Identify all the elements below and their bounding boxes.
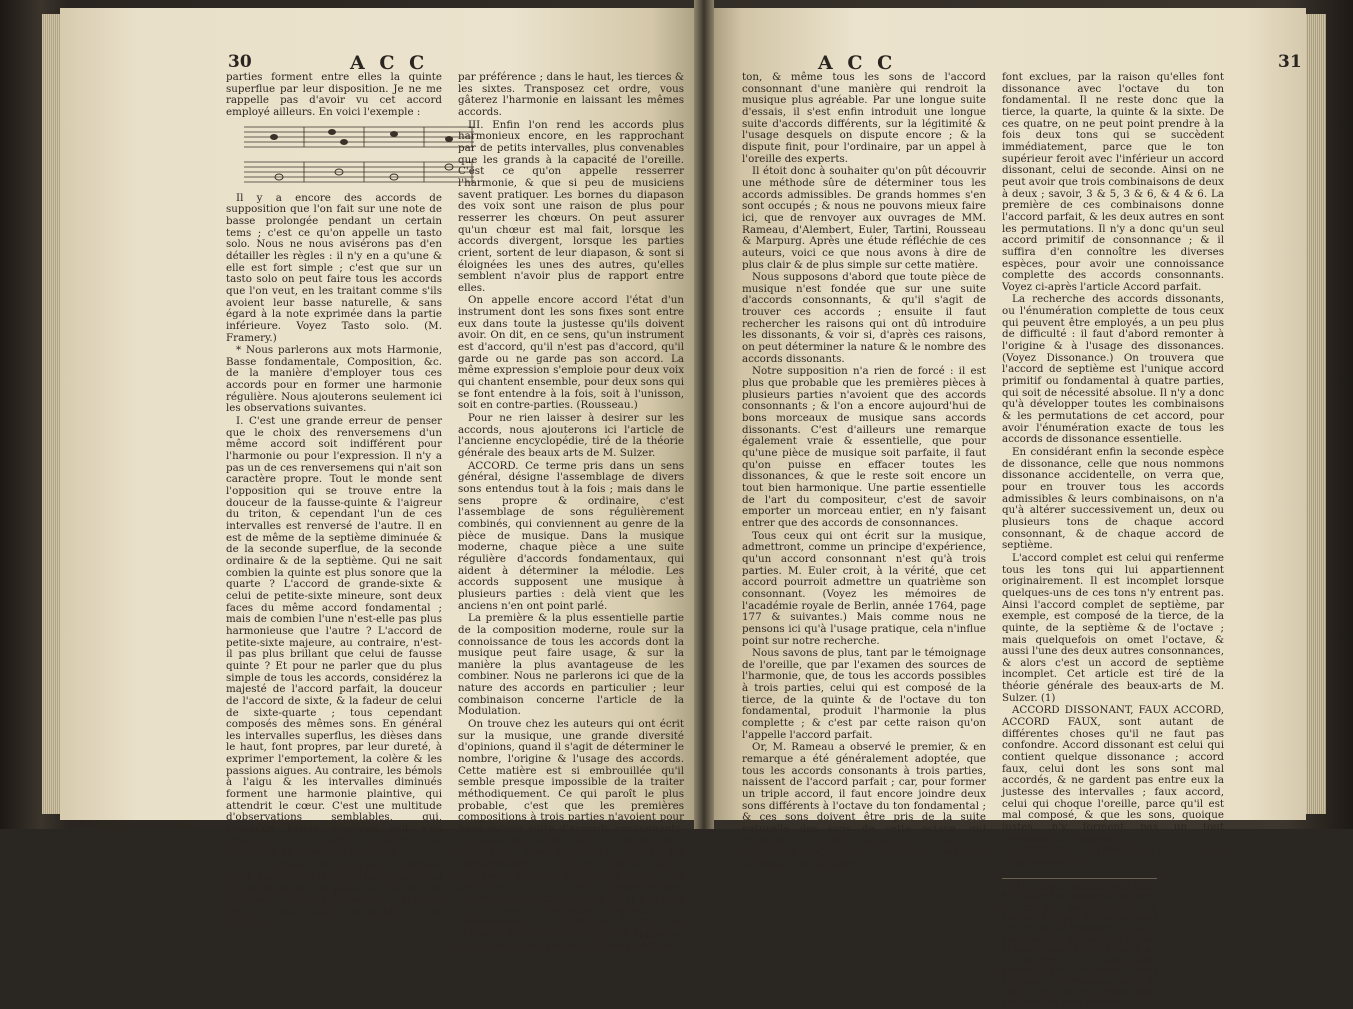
paragraph: parties forment entre elles la quinte superflue par leur disposition. Je ne me rappelle pas d'avoir vu cet accord employé ailleurs. En voici l'exemple : bbox=[226, 71, 442, 118]
paragraph: Pour ne rien laisser à desirer sur les accords, nous ajouterons ici l'article de l'ancienne encyclopédie, tiré de la théorie générale des beaux arts de M. Sulzer. bbox=[458, 412, 684, 459]
page-number: 30 bbox=[228, 52, 252, 72]
left-page-edges bbox=[42, 14, 60, 814]
paragraph: En considérant enfin la seconde espèce de dissonance, celle que nous nommons dissonance accidentelle, on verra que, pour en trouver tous les accords admissibles & leurs combinaisons, on n'a qu'à altérer successivement un, deux ou plusieurs tons de chaque accord consonnant, & de chaque accord de septième. bbox=[1002, 446, 1224, 552]
left-column-2 bbox=[458, 71, 684, 952]
paragraph: On trouve chez les auteurs qui ont écrit sur la musique, une grande diversité d'opinions, quand il s'agit de déterminer le nombre, l'origine & l'usage des accords. Cette matière est si embrouillée qu'il semble presque impossible de la traiter méthodiquement. Ce qui paroît le plus probable, c'est que les premières compositions à trois parties n'avoient pour base qu'une suite d'accords consonnants. Le desir de rendre cette harmonie plus attrayante, aura sans doute engagé les compositeurs à placer par-ci par-là quelques accords dissonants entre ces premiers. Ils auront apparemment commencé par des accords où il n'entroit qu'un son discordant ajouté aux consonances, ou substitué à l'une de celles-ci. Peut-être ils se seront apperçus, peut-être, qu'on pouvoit altérer plus d'un bbox=[458, 718, 684, 952]
music-example-staff bbox=[244, 123, 474, 153]
right-page bbox=[706, 8, 1306, 1009]
paragraph: ACCORD. Ce terme pris dans un sens général, désigne l'assemblage de divers sons entendus tout à la fois ; mais dans le sens propre & ordinaire, c'est l'assemblage de sons régulièrement combinés, qui conviennent au genre de la pièce de musique. Dans la musique moderne, chaque pièce a une suite régulière d'accords fondamentaux, qui aident à déterminer la mélodie. Les accords supposent une musique à plusieurs parties : delà vient que les anciens n'en ont point parlé. bbox=[458, 459, 684, 612]
left-column-1 bbox=[226, 71, 442, 930]
book-gutter bbox=[694, 0, 714, 829]
music-example-bass-staff bbox=[244, 158, 474, 188]
paragraph: La première & la plus essentielle partie de la composition moderne, roule sur la connoissance de tous les accords dont la musique peut faire usage, & sur la manière la plus avantageuse de les combiner. Nous ne parlerons ici que de la nature des accords en particulier ; leur combinaison concerne l'article de la Modulation. bbox=[458, 612, 684, 718]
paragraph: Notre supposition n'a rien de forcé : il est plus que probable que les premières pièces à plusieurs parties n'avoient que des accords consonnants ; & l'on a encore aujourd'hui de bons morceaux de musique sans accords dissonants. C'est d'ailleurs une remarque également vraie & essentielle, que pour qu'une pièce de musique soit parfaite, il faut qu'on puisse en effacer toutes les dissonances, & que le reste soit encore un tout bien harmonique. Une partie essentielle de l'art du compositeur, c'est de savoir emporter un morceau entier, en n'y faisant entrer que des accords de consonnances. bbox=[742, 365, 986, 529]
running-head: A C C bbox=[818, 52, 897, 74]
paragraph: Tous ceux qui ont écrit sur la musique, admettront, comme un principe d'expérience, qu'un accord consonnant n'est qu'à trois parties. M. Euler croit, à la vérité, que cet accord pourroit admettre un quatrième son consonnant. (Voyez les mémoires de l'académie royale de Berlin, année 1764, page 177 & suivantes.) Mais comme nous ne pensons ici qu'à l'usage pratique, cela n'influe point sur notre recherche. bbox=[742, 529, 986, 647]
right-column-2 bbox=[1002, 71, 1224, 1009]
paragraph: On appelle encore accord l'état d'un instrument dont les sons fixes sont entre eux dans toute la justesse qu'ils doivent avoir. On dit, en ce sens, qu'un instrument est d'accord, qu'il n'est pas d'accord, qu'il garde ou ne garde pas son accord. La même expression s'emploie pour deux voix qui chantent ensemble, pour deux sons qui se font entendre à la fois, soit à l'unisson, soit en contre-parties. (Rousseau.) bbox=[458, 294, 684, 412]
paragraph: ton, & même tous les sons de l'accord consonnant d'une manière qui rendroit la musique plus agréable. Par une longue suite d'essais, il s'est enfin introduit une longue suite d'accords différents, sur la légitimité & l'usage desquels on dispute encore ; & la dispute finit, pour l'ordinaire, par un appel à l'oreille des experts. bbox=[742, 71, 986, 165]
paragraph: I. C'est une grande erreur de penser que le choix des renversemens d'un même accord soit indifférent pour l'harmonie ou pour l'expression. Il n'y a pas un de ces renversemens qui n'ait son caractère propre. Tout le monde sent l'opposition qui se trouve entre la douceur de la fausse-quinte & l'aigreur du triton, & cependant l'un de ces intervalles est renversé de l'autre. Il en est de même de la septième diminuée & de la seconde superflue, de la seconde ordinaire & de la septième. Qui ne sait combien la quinte est plus sonore que la quarte ? L'accord de grande-sixte & celui de petite-sixte mineure, sont deux faces du même accord fondamental ; mais de combien l'une n'est-elle pas plus harmonieuse que l'autre ? L'accord de petite-sixte majeure, au contraire, n'est-il pas plus brillant que celui de fausse quinte ? Et pour ne parler que du plus simple de tous les accords, considérez la majesté de l'accord parfait, la douceur de l'accord de sixte, & la fadeur de celui de sixte-quarte ; tous cependant composés des mêmes sons. En général les intervalles superflus, les dièses dans le haut, font propres, par leur dureté, à exprimer l'emportement, la colère & les passions aigues. Au contraire, les bémols à l'aigu & les intervalles diminués forment une harmonie plaintive, qui attendrit le cœur. C'est une multitude d'observations semblables, qui, lorsqu'un habile musicien sait s'en prévaloir, le rendent maître des affections de ceux qui l'écoutent. bbox=[226, 415, 442, 859]
paragraph: Il étoit donc à souhaiter qu'on pût découvrir une méthode sûre de déterminer tous les accords admissibles. De grands hommes s'en sont occupés ; & nous ne pouvons mieux faire ici, que de renvoyer aux ouvrages de MM. Rameau, d'Alembert, Euler, Tartini, Rousseau & Marpurg. Après une étude réfléchie de ces auteurs, voici ce que nous avons à dire de plus clair & de plus simple sur cette matière. bbox=[742, 165, 986, 271]
right-column-1 bbox=[742, 71, 986, 870]
running-head: A C C bbox=[350, 52, 429, 74]
paragraph: Nous supposons d'abord que toute pièce de musique n'est fondée que sur une suite d'accords consonnants, & qu'il s'agit de trouver ces accords ; ensuite il faut rechercher les raisons qui ont dû introduire les dissonants, & voir si, d'après ces raisons, on peut déterminer la nature & le nombre des accords dissonants. bbox=[742, 271, 986, 365]
paragraph: L'accord complet est celui qui renferme tous les tons qui lui appartiennent originairement. Il est incomplet lorsque quelques-uns de ces tons n'y entrent pas. Ainsi l'accord complet de septième, par exemple, est composé de la tierce, de la quinte, de la septième & de l'octave ; mais quelquefois on omet l'octave, & aussi l'une des deux autres consonnances, & alors c'est un accord de septième incomplet. Cet article est tiré de la théorie générale des beaux-arts de M. Sulzer. (1) bbox=[1002, 551, 1224, 704]
paragraph: ACCORDS IMMÉDIATS. Nous appellerons de ce bbox=[1002, 845, 1224, 869]
right-page-edges bbox=[1306, 14, 1326, 814]
paragraph: III. Enfin l'on rend les accords plus harmonieux encore, en les rapprochant par de petits intervalles, plus convenables que les grands à la capacité de l'oreille. C'est ce qu'on appelle resserrer l'harmonie, & que si peu de musiciens savent pratiquer. Les bornes du diapason des voix sont une raison de plus pour resserrer les chœurs. On peut assurer qu'un chœur est mal fait, lorsque les accords divergent, lorsque les parties crient, sortent de leur diapason, & sont si éloignées les unes des autres, qu'elles semblent n'avoir plus de rapport entre elles. bbox=[458, 118, 684, 294]
page-number: 31 bbox=[1278, 52, 1302, 72]
paragraph: par préférence ; dans le haut, les tierces & les sixtes. Transposez cet ordre, vous gâterez l'harmonie en laissant les mêmes accords. bbox=[458, 71, 684, 118]
paragraph: ACCORD DISSONANT, FAUX ACCORD, ACCORD FAUX, sont autant de différentes choses qu'il ne faut pas confondre. Accord dissonant est celui qui contient quelque dissonance ; accord faux, celui dont les sons sont mal accordés, & ne gardent pas entre eux la justesse des intervalles ; faux accord, celui qui choque l'oreille, parce qu'il est mal composé, & que les sons, quoique justes, n'y forment pas un tout harmonique. (Rousseau.) bbox=[1002, 704, 1224, 845]
paragraph: Or, M. Rameau a observé le premier, & en remarque a été généralement adoptée, que tous les accords consonants à trois parties, naissent de l'accord parfait ; car, pour former un triple accord, il faut encore joindre deux sons différents à l'octave du ton fondamental ; & ces sons doivent être pris de la suite naturelle des sons de cette octave, qui renferme la seconde, la tierce, la quarte, la quinte, la sixte & la septième : mais la seconde & la septième bbox=[742, 741, 986, 870]
left-page bbox=[60, 8, 702, 952]
paragraph: Nous savons de plus, tant par le témoignage de l'oreille, que par l'examen des sources de l'harmonie, que, de tous les accords possibles à trois parties, celui qui est composé de la tierce, de la quinte & de l'octave du ton fondamental, produit l'harmonie la plus complette ; & c'est par cette raison qu'on l'appelle l'accord parfait. bbox=[742, 647, 986, 741]
paragraph: La recherche des accords dissonants, ou l'énumération complette de tous ceux qui peuvent être employés, a un peu plus de difficulté : il faut d'abord remonter à l'origine & à l'usage des dissonances. (Voyez Dissonance.) On trouvera que l'accord de septième est l'unique accord primitif ou fondamental à quatre parties, qui soit de nécessité absolue. Il n'y a donc qu'à développer toutes les combinaisons & les permutations de cet accord, pour avoir l'énumération exacte de tous les accords de dissonance essentielle. bbox=[1002, 293, 1224, 446]
paragraph: Il y a encore des accords de supposition que l'on fait sur une note de basse prolongée pendant un certain tems ; c'est ce qu'on appelle un tasto solo. Nous ne nous avisérons pas d'en détailler les règles : il n'y en a qu'une & elle est fort simple ; c'est que sur un tasto solo on peut faire tous les accords que l'on veut, en les traitant comme s'ils avoient leur basse naturelle, & sans égard à la note exprimée dans la partie inférieure. Voyez Tasto solo. (M. Framery.) bbox=[226, 191, 442, 344]
footnote: (1) Il règne dans cet article de M. Sulzer une obscurité qui vient de ce que son traducteur a souvent employé le mot ton dans une acception impropre ; il faut y substituer le mot son ou le mot chorde. Voyez l'article Chorde, où on détermine la signification précise des différens mots employés en musique dans le même sens, & des mêmes mots employés en sens différent. bbox=[1002, 878, 1157, 1009]
paragraph: II. Le choix des intervalles simples n'est guère moins important que celui des accords pour la place où l'on doit les employer. C'est, par exemple, dans le bas qu'il faut placer les quintes & les octaves bbox=[226, 859, 442, 930]
paragraph: font exclues, par la raison qu'elles font dissonance avec l'octave du ton fondamental. Il ne reste donc que la tierce, la quarte, la quinte & la sixte. De ces quatre, on ne peut point prendre à la fois deux tons qui se succèdent immédiatement, parce que le ton supérieur feroit avec l'inférieur un accord dissonant, celui de seconde. Ainsi on ne peut avoir que trois combinaisons de deux à deux ; savoir, 3 & 5, 3 & 6, & 4 & 6. La première de ces combinaisons donne l'accord parfait, & les deux autres en sont les permutations. Il n'y a donc qu'un seul accord primitif de consonnance ; & il suffira d'en connoître les diverses espèces, pour avoir une connoissance complette des accords consonnants. Voyez ci-après l'article Accord parfait. bbox=[1002, 71, 1224, 293]
paragraph: * Nous parlerons aux mots Harmonie, Basse fondamentale, Composition, &c. de la manière d'employer tous ces accords pour en former une harmonie régulière. Nous ajouterons seulement ici les observations suivantes. bbox=[226, 344, 442, 415]
